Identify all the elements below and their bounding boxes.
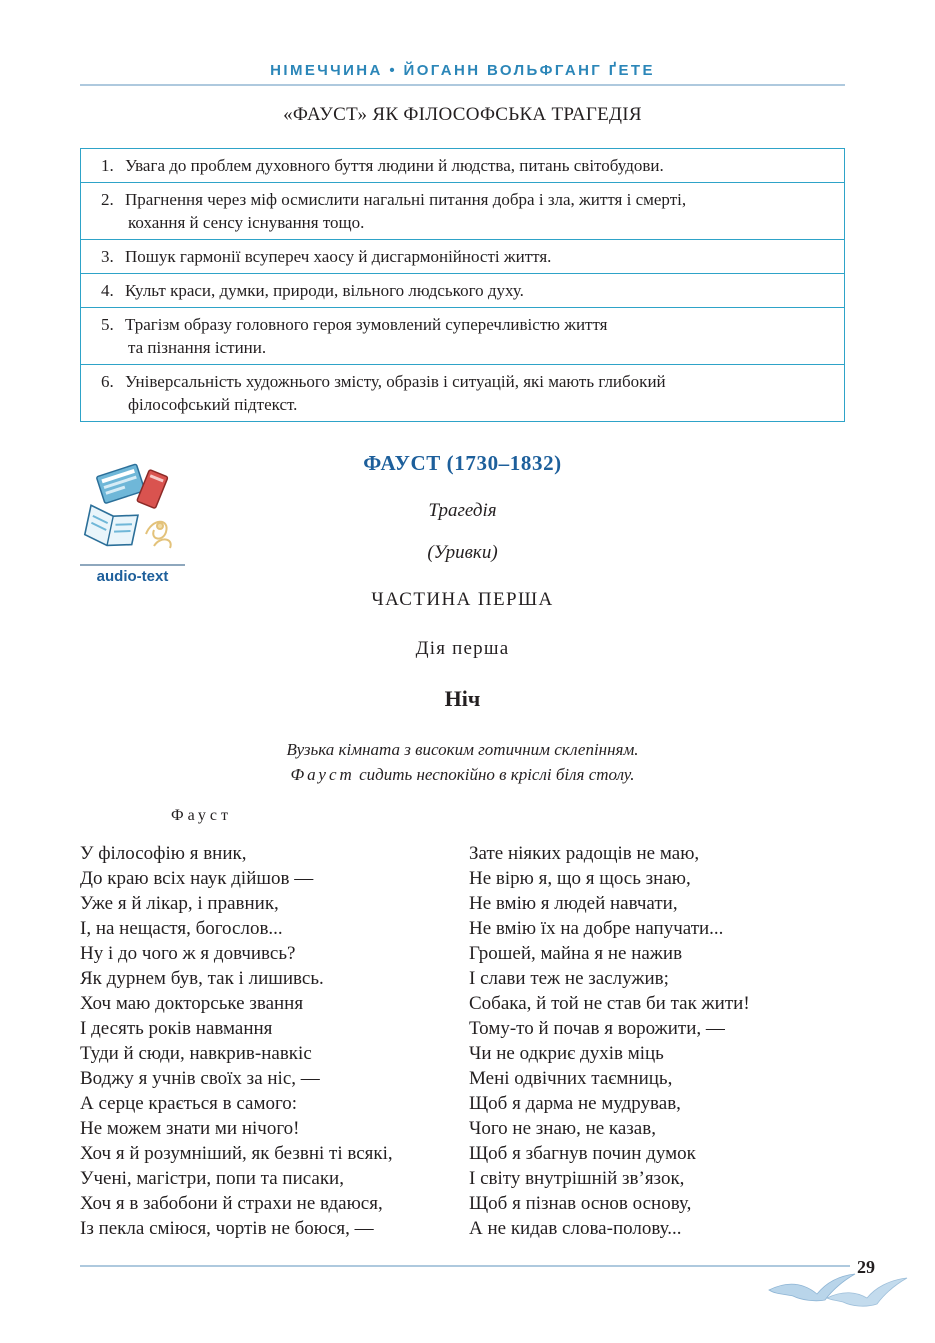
- row-text: Пошук гармонії всупереч хаосу й дисгармонійності життя.: [125, 247, 552, 266]
- row-number: 3.: [101, 247, 114, 266]
- row-number: 1.: [101, 156, 114, 175]
- verse-line: Щоб я збагнув почин думок: [469, 1143, 696, 1164]
- verse-line: Як дурнем був, так і лишивсь.: [80, 968, 324, 989]
- audio-text-label[interactable]: audio-text: [80, 564, 185, 585]
- verse-line: До краю всіх наук дійшов —: [80, 868, 314, 889]
- stage-direction: [80, 737, 845, 787]
- excerpts-note: (Уривки): [427, 542, 498, 563]
- table-row: [81, 274, 844, 308]
- verse-line: Ну і до чого ж я довчивсь?: [80, 943, 296, 964]
- row-text-continued: кохання й сенсу існування тощо.: [128, 213, 365, 232]
- verse-line: Зате ніяких радощів не маю,: [469, 843, 700, 864]
- work-title: ФАУСТ (1730–1832): [363, 451, 562, 475]
- running-head: НІМЕЧЧИНА • ЙОГАНН ВОЛЬФГАНГ ҐЕТЕ: [270, 62, 655, 79]
- stage-speaker: Фауст: [290, 765, 355, 784]
- verse-column-right: [469, 841, 750, 1241]
- table-title: «ФАУСТ» ЯК ФІЛОСОФСЬКА ТРАГЕДІЯ: [283, 104, 642, 125]
- row-text: Культ краси, думки, природи, вільного людського духу.: [125, 281, 524, 300]
- genre: Трагедія: [428, 500, 497, 521]
- row-text: Прагнення через міф осмислити нагальні питання добра і зла, життя і смерті,: [125, 190, 687, 209]
- verse-line: І, на нещастя, богослов...: [80, 918, 283, 939]
- speaker-name: Фауст: [171, 807, 233, 824]
- verse-line: Щоб я пізнав основ основу,: [469, 1193, 692, 1214]
- verse-line: Не вмію їх на добре напучати...: [469, 918, 724, 939]
- row-text-continued: та пізнання істини.: [128, 338, 267, 357]
- verse-column-left: [80, 841, 393, 1241]
- verse-line: Із пекла сміюся, чортів не боюся, —: [80, 1218, 374, 1239]
- verse-line: Хоч я в забобони й страхи не вдаюся,: [80, 1193, 383, 1214]
- row-number: 2.: [101, 190, 114, 209]
- table-row: [81, 149, 844, 183]
- row-number: 5.: [101, 315, 114, 334]
- footer-rule: [80, 1265, 850, 1267]
- verse-line: Чи не одкриє духів міць: [469, 1043, 664, 1064]
- verse-line: Щоб я дарма не мудрував,: [469, 1093, 681, 1114]
- row-text-continued: філософський підтекст.: [128, 395, 298, 414]
- verse-line: Не можем знати ми нічого!: [80, 1118, 300, 1139]
- scene-heading: Ніч: [444, 686, 481, 711]
- row-text: Трагізм образу головного героя зумовлений суперечливістю життя: [125, 315, 608, 334]
- table-row: [81, 183, 844, 240]
- stage-direction-rest: сидить неспокійно в кріслі біля столу.: [354, 765, 635, 784]
- verse-line: Не вірю я, що я щось знаю,: [469, 868, 691, 889]
- verse-line: Туди й сюди, навкрив-навкіс: [80, 1043, 312, 1064]
- verse-line: Хоч маю докторське звання: [80, 993, 304, 1014]
- verse-line: Собака, й той не став би так жити!: [469, 993, 750, 1014]
- verse-line: А не кидав слова-полову...: [469, 1218, 682, 1239]
- act-heading: Дія перша: [415, 638, 510, 659]
- verse-line: Хоч я й розумніший, як безвні ті всякі,: [80, 1143, 393, 1164]
- row-text: Увага до проблем духовного буття людини й людства, питань світобудови.: [125, 156, 664, 175]
- verse-line: Учені, магістри, попи та писаки,: [80, 1168, 344, 1189]
- verse-line: У філософію я вник,: [80, 843, 247, 864]
- part-heading: ЧАСТИНА ПЕРША: [371, 589, 554, 610]
- table-row: [81, 365, 844, 421]
- row-number: 4.: [101, 281, 114, 300]
- verse-line: Уже я й лікар, і правник,: [80, 893, 279, 914]
- stage-direction-line: Вузька кімната з високим готичним склепінням.: [286, 740, 639, 759]
- page-number: 29: [857, 1257, 875, 1277]
- stage-direction-line: [80, 762, 845, 787]
- features-table: [80, 148, 845, 422]
- verse-line: І слави теж не заслужив;: [469, 968, 669, 989]
- verse-line: І світу внутрішній зв’язок,: [469, 1168, 685, 1189]
- verse-line: І десять років навмання: [80, 1018, 273, 1039]
- row-text: Універсальність художнього змісту, образів і ситуацій, які мають глибокий: [125, 372, 666, 391]
- verse-line: Воджу я учнів своїх за ніс, —: [80, 1068, 320, 1089]
- verse-line: Чого не знаю, не казав,: [469, 1118, 656, 1139]
- verse-line: Мені одвічних таємниць,: [469, 1068, 673, 1089]
- table-row: [81, 308, 844, 365]
- row-number: 6.: [101, 372, 114, 391]
- verse-line: Не вмію я людей навчати,: [469, 893, 678, 914]
- birds-icon: [765, 1268, 915, 1318]
- verse-line: Грошей, майна я не нажив: [469, 943, 683, 964]
- verse-line: Тому-то й почав я ворожити, —: [469, 1018, 725, 1039]
- verse-line: А серце крається в самого:: [80, 1093, 298, 1114]
- table-row: [81, 240, 844, 274]
- header-rule: [80, 84, 845, 86]
